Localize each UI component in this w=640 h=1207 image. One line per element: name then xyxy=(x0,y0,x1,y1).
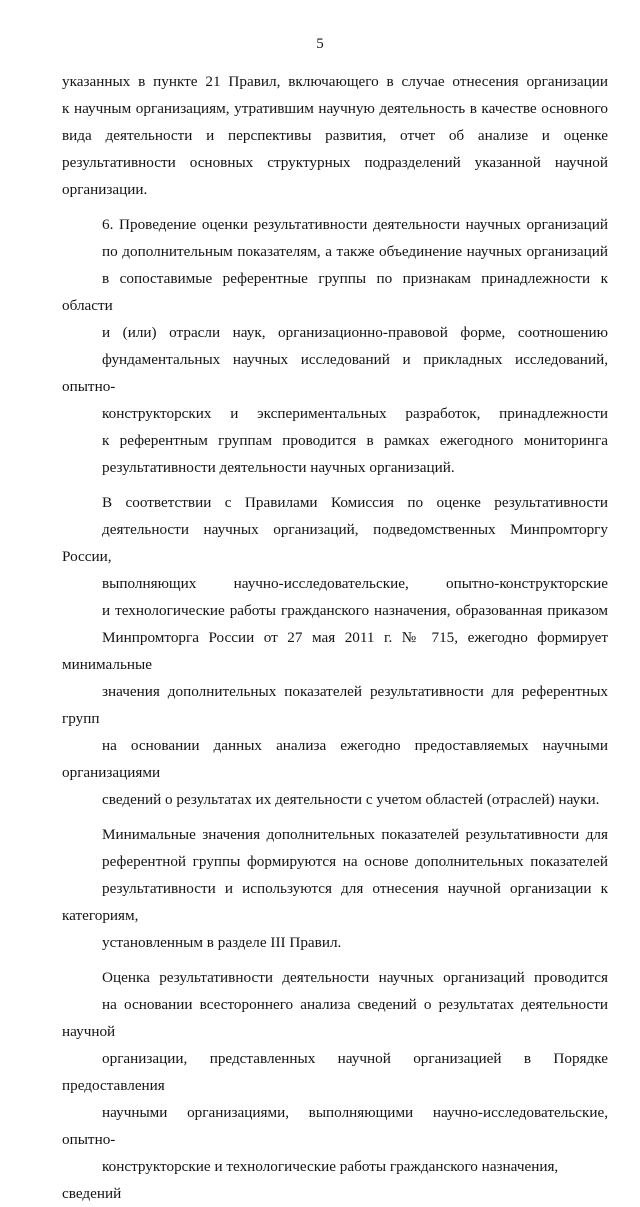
text-line: Минпромторга России от 27 мая 2011 г. № 715, ежегодно формирует минимальные xyxy=(62,629,608,673)
text-line: сведений о результатах их деятельности с учетом областей (отраслей) науки. xyxy=(102,791,600,808)
paragraph-5 xyxy=(62,964,608,1207)
text-line: к научным организациям, утратившим научную деятельность в качестве основного xyxy=(62,100,608,117)
document-body xyxy=(62,68,608,1207)
text-line: значения дополнительных показателей результативности для референтных групп xyxy=(62,683,608,727)
text-line: Оценка результативности деятельности научных организаций проводится xyxy=(102,969,608,986)
text-line: результативности деятельности научных организаций. xyxy=(102,459,455,476)
paragraph-1 xyxy=(62,68,608,203)
text-line: конструкторских и экспериментальных разработок, принадлежности xyxy=(102,405,608,422)
text-line: деятельности научных организаций, подведомственных Минпромторгу России, xyxy=(62,521,608,565)
text-line: установленным в разделе III Правил. xyxy=(102,934,342,951)
paragraph-4 xyxy=(62,821,608,956)
text-line: Минимальные значения дополнительных показателей результативности для xyxy=(102,826,608,843)
text-line: результативности и используются для отнесения научной организации к категориям, xyxy=(62,880,608,924)
text-line: вида деятельности и перспективы развития, отчет об анализе и оценке xyxy=(62,127,608,144)
page-number: 5 xyxy=(316,36,324,52)
text-line: организации. xyxy=(62,181,148,198)
text-line: 6. Проведение оценки результативности деятельности научных организаций xyxy=(102,216,608,233)
text-line: в сопоставимые референтные группы по признакам принадлежности к области xyxy=(62,270,608,314)
text-line: референтной группы формируются на основе дополнительных показателей xyxy=(102,853,608,870)
text-line: В соответствии с Правилами Комиссия по оценке результативности xyxy=(102,494,608,511)
text-line: результативности основных структурных подразделений указанной научной xyxy=(62,154,608,171)
text-line: организации, представленных научной организацией в Порядке предоставления xyxy=(62,1050,608,1094)
text-line: на основании данных анализа ежегодно предоставляемых научными организациями xyxy=(62,737,608,781)
paragraph-2 xyxy=(62,211,608,481)
text-line: по дополнительным показателям, а также объединение научных организаций xyxy=(102,243,608,260)
text-line: и технологические работы гражданского назначения, образованная приказом xyxy=(102,602,608,619)
text-line: конструкторские и технологические работы гражданского назначения, сведений xyxy=(62,1158,559,1202)
paragraph-3 xyxy=(62,489,608,813)
text-line: указанных в пункте 21 Правил, включающего в случае отнесения организации xyxy=(62,73,608,90)
text-line: к референтным группам проводится в рамках ежегодного мониторинга xyxy=(102,432,608,449)
text-line: научными организациями, выполняющими научно-исследовательские, опытно- xyxy=(62,1104,608,1148)
text-line: фундаментальных научных исследований и прикладных исследований, опытно- xyxy=(62,351,608,395)
text-line: выполняющих научно-исследовательские, опытно-конструкторские xyxy=(102,575,608,592)
text-line: на основании всестороннего анализа сведений о результатах деятельности научной xyxy=(62,996,608,1040)
text-line: и (или) отрасли наук, организационно-правовой форме, соотношению xyxy=(102,324,608,341)
